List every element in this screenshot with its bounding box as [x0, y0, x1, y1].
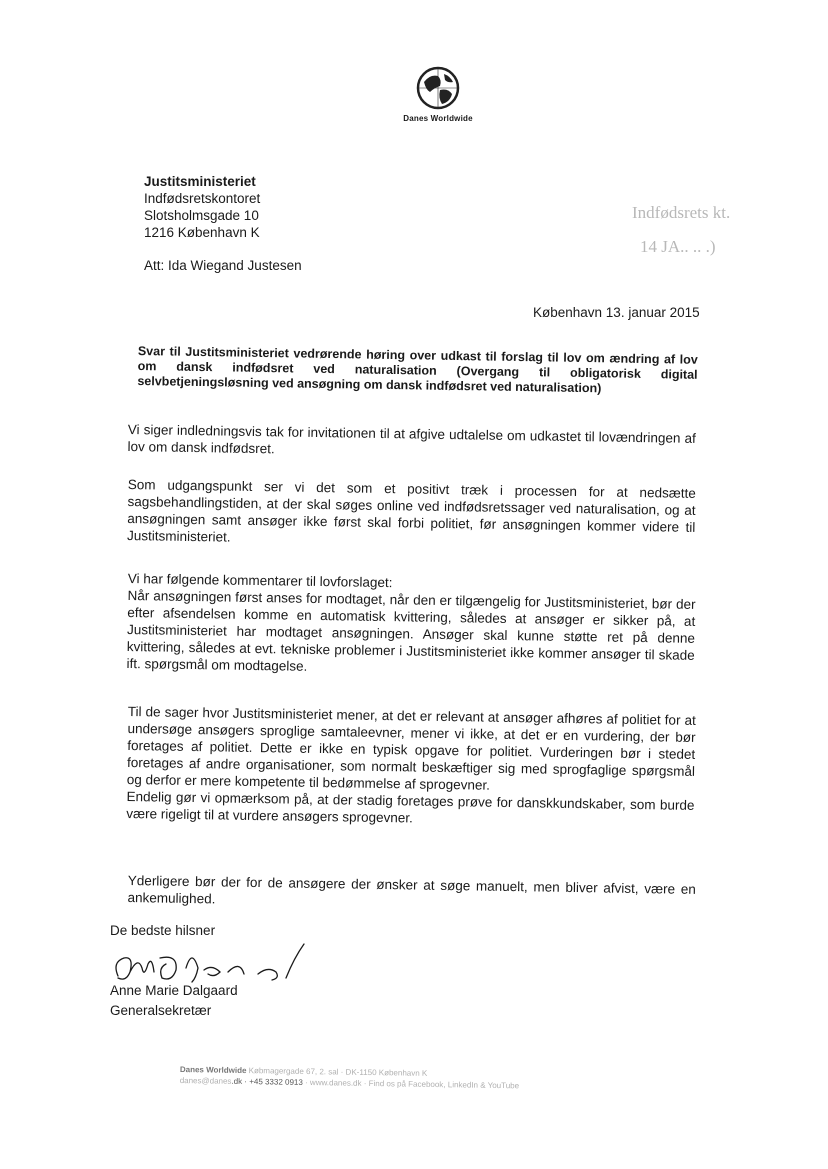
- subject-heading: Svar til Justitsministeriet vedrørende høring over udkast til forslag til lov om ændring af lov om dansk indfødsret ved naturalisation (Overgang til obligatorisk digital selvbetjeningsløsning ved ansøgning om dansk indfødsret ved naturalisation): [137, 344, 698, 396]
- footer-email: danes@danes: [179, 1075, 232, 1086]
- signer-name: Anne Marie Dalgaard: [110, 983, 238, 998]
- signer-title: Generalsekretær: [110, 1003, 212, 1018]
- footer-phone: .dk · +45 3332 0913: [231, 1076, 303, 1087]
- globe-icon: [416, 66, 460, 110]
- signer-block: [110, 981, 238, 1021]
- paragraph-intro: Vi siger indledningsvis tak for invitationen til at afgive udtalelse om udkastet til lovændringen af lov om dansk indfødsret.: [127, 421, 696, 457]
- recipient-street: Slotsholmsgade 10: [144, 208, 259, 223]
- stamp-line-1: Indfødsrets kt.: [632, 203, 731, 222]
- paragraph-positive: Som udgangspunkt ser vi det som et positivt træk i processen for at nedsætte sagsbehandlingstiden, at der skal søges online ved indfødsretssager ved naturalisation, og at ansøgningen samt ansøger ikke først skal forbi politiet, før ansøgningen kommer videre til Justitsministeriet.: [126, 476, 696, 545]
- stamp-line-2: 14 JA.. .. .): [640, 237, 716, 256]
- paragraph-comments: [126, 570, 696, 681]
- logo-text: Danes Worldwide: [403, 114, 473, 123]
- danes-worldwide-logo: [388, 66, 488, 123]
- recipient-org: Justitsministeriet: [144, 174, 256, 189]
- footer-brand: Danes Worldwide: [179, 1064, 247, 1076]
- comments-intro: Vi har følgende kommentarer til lovforslaget:: [127, 570, 393, 591]
- paragraph-police: [126, 703, 696, 831]
- closing-greeting: De bedste hilsner: [110, 923, 216, 938]
- footer-address: Købmagergade 67, 2. sal · DK-1150 København K: [248, 1066, 428, 1078]
- police-body: Til de sager hvor Justitsministeriet mener, at det er relevant at ansøger afhøres af politiet for at undersøge ansøgers sproglige samtaleevner, mener vi ikke, at det er en vurdering, der bør foretages af politiet. Dette er ikke en typisk opgave for politiet. Vurderingen bør i stedet foretages af andre organisationer, som normalt beskæftiger sig med sprogfaglige spørgsmål og derfor er mere kompetente til bedømmelse af sprogevner.: [126, 703, 696, 793]
- received-stamp: [632, 196, 730, 264]
- recipient-city: 1216 København K: [144, 225, 260, 240]
- attention-line: Att: Ida Wiegand Justesen: [144, 258, 302, 273]
- recipient-dept: Indfødsretskontoret: [144, 191, 261, 206]
- footer-web-social: · www.danes.dk · Find os på Facebook, LinkedIn & YouTube: [304, 1077, 520, 1091]
- letter-footer: [180, 1064, 600, 1093]
- letter-date: København 13. januar 2015: [533, 305, 700, 320]
- paragraph-appeal: Yderligere bør der for de ansøgere der ønsker at søge manuelt, men bliver afvist, være en ankemulighed.: [127, 872, 696, 907]
- recipient-address: [144, 173, 260, 241]
- comments-body: Når ansøgningen først anses for modtaget, når den er tilgængelig for Justitsministeriet, bør der efter afsendelsen komme en automatisk kvittering, således at ansøger er sikker på, at Justitsministeriet har modtaget ansøgningen. Ansøger skal kunne støtte ret på denne kvittering, således at evt. tekniske problemer i Justitsministeriet ikke kommer ansøger til skade ift. spørgsmål om modtagelse.: [126, 587, 696, 674]
- police-end: Endelig gør vi opmærksom på, at der stadig foretages prøve for danskkundskaber, som burde være rigeligt til at vurdere ansøgers sprogevner.: [126, 788, 695, 826]
